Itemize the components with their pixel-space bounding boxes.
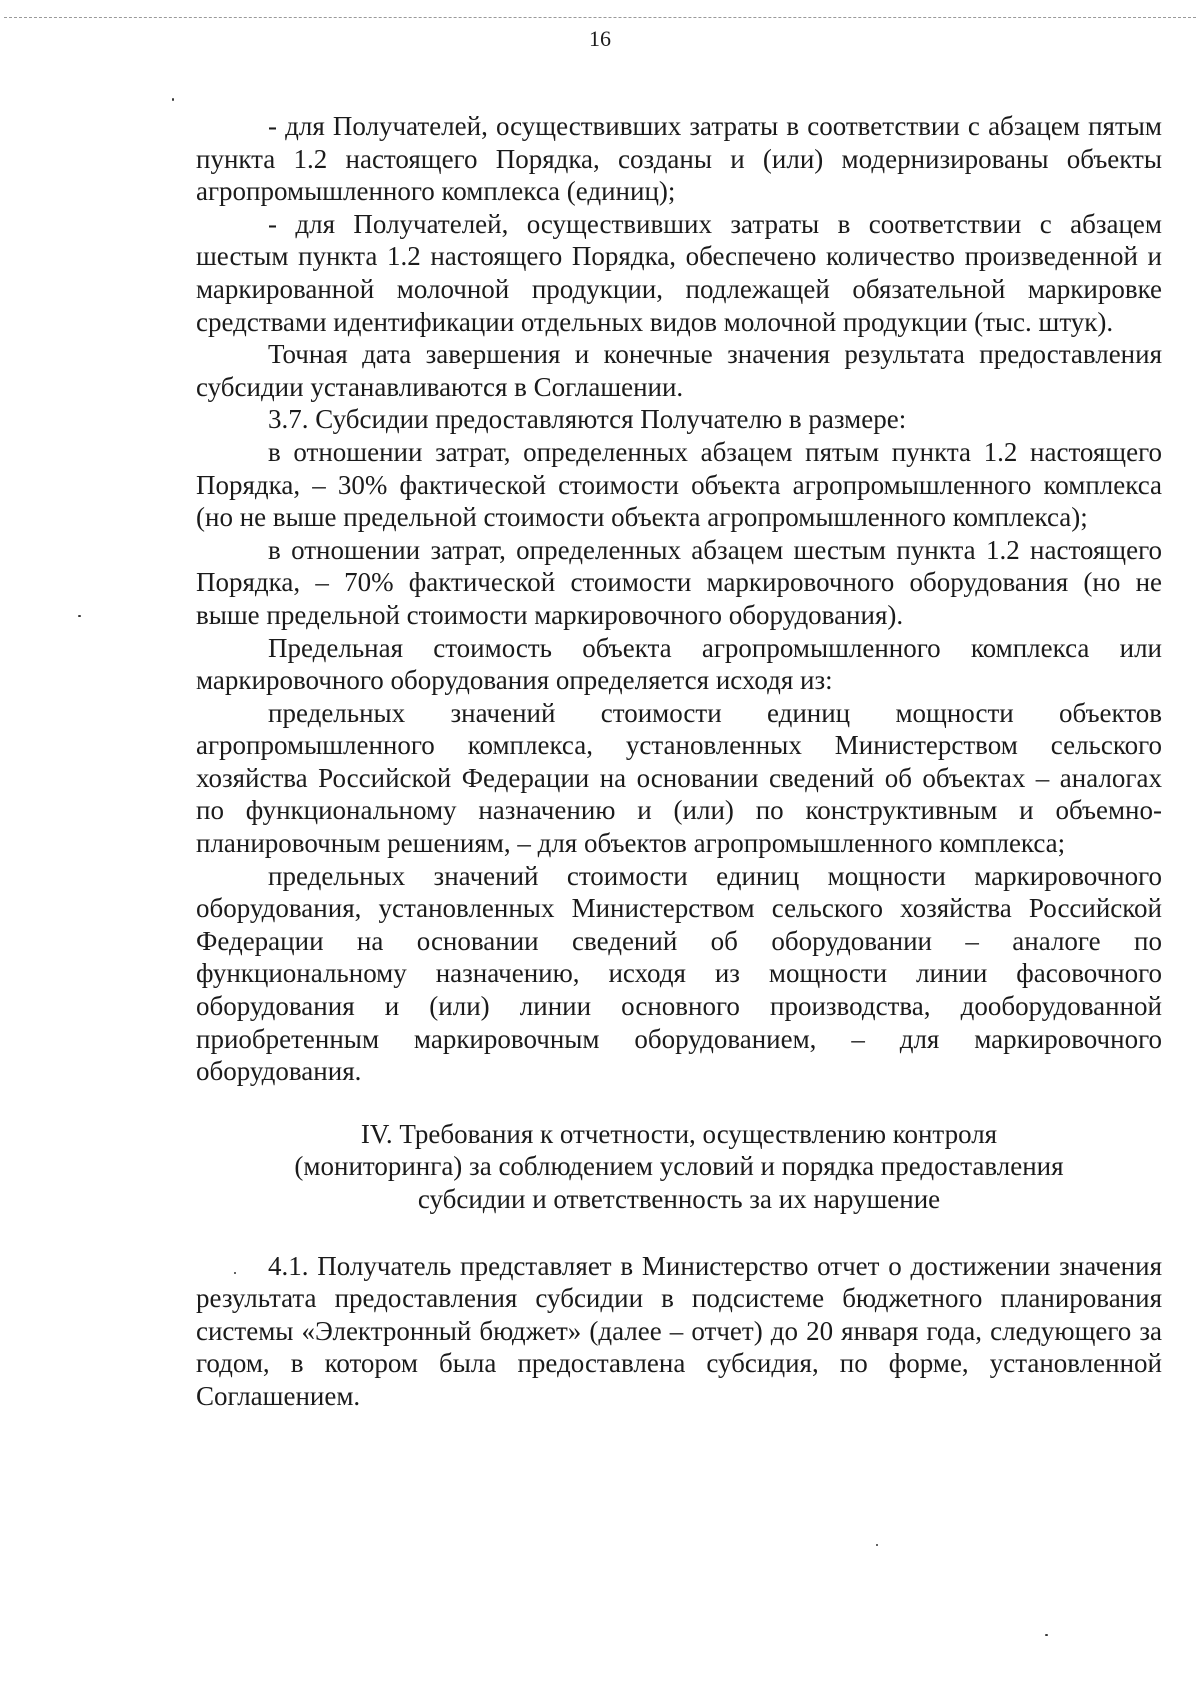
paragraph-result-date: Точная дата завершения и конечные значения результата предоставления субсидии устанавливаются в Соглашении. [196,339,1162,402]
section-heading [196,1118,1162,1216]
paragraph-30-percent: в отношении затрат, определенных абзацем пятым пункта 1.2 настоящего Порядка, – 30% фактической стоимости объекта агропромышленного комплекса (но не выше предельной стоимости объекта агропромышленного комплекса); [196,436,1162,533]
paragraph-4-1: 4.1. Получатель представляет в Министерство отчет о достижении значения результата предоставления субсидии в подсистеме бюджетного планирования системы «Электронный бюджет» (далее – отчет) до 20 января года, следующего за годом, в котором была предоставлена субсидия, по форме, установленной Соглашением. [196,1250,1162,1411]
section-heading-line: субсидии и ответственность за их нарушение [417,1184,941,1214]
paragraph-limit-agro: предельных значений стоимости единиц мощности объектов агропромышленного комплекса, установленных Министерством сельского хозяйства Российской Федерации на основании сведений об объектах – аналогах по функциональному назначению и (или) по конструктивным и объемно-планировочным решениям, – для объектов агропромышленного комплекса; [196,697,1162,859]
scan-speck [172,98,174,101]
document-body [196,110,1162,1413]
scan-speck [876,1544,878,1546]
paragraph-result-objects: - для Получателей, осуществивших затраты в соответствии с абзацем пятым пункта 1.2 настоящего Порядка, созданы и (или) модернизированы объекты агропромышленного комплекса (единиц); [196,111,1162,207]
scan-edge-line [4,17,1196,18]
paragraph-result-dairy-marking: - для Получателей, осуществивших затраты в соответствии с абзацем шестым пункта 1.2 настоящего Порядка, обеспечено количество произведенной и маркированной молочной продукции, подлежащей обязательной маркировке средствами идентификации отдельных видов молочной продукции (тыс. штук). [196,208,1162,337]
paragraph-3-7: 3.7. Субсидии предоставляются Получателю в размере: [268,404,907,435]
scan-speck [234,1272,236,1274]
page-number: 16 [589,26,611,51]
scan-speck [1045,1634,1048,1636]
paragraph-limit-marking: предельных значений стоимости единиц мощности маркировочного оборудования, установленных Министерством сельского хозяйства Российской Федерации на основании сведений об оборудовании – аналоге по функциональному назначению, исходя из мощности линии фасовочного оборудования и (или) линии основного производства, дооборудованной приобретенным маркировочным оборудованием, – для маркировочного оборудования. [196,860,1162,1087]
scan-speck [78,615,81,617]
paragraph-limit-cost: Предельная стоимость объекта агропромышленного комплекса или маркировочного оборудования определяется исходя из: [196,632,1162,696]
paragraph-70-percent: в отношении затрат, определенных абзацем шестым пункта 1.2 настоящего Порядка, – 70% фактической стоимости маркировочного оборудования (но не выше предельной стоимости маркировочного оборудования). [196,534,1162,630]
section-heading-line: IV. Требования к отчетности, осуществлению контроля [360,1118,998,1149]
section-heading-line: (мониторинга) за соблюдением условий и порядка предоставления [294,1151,1064,1182]
